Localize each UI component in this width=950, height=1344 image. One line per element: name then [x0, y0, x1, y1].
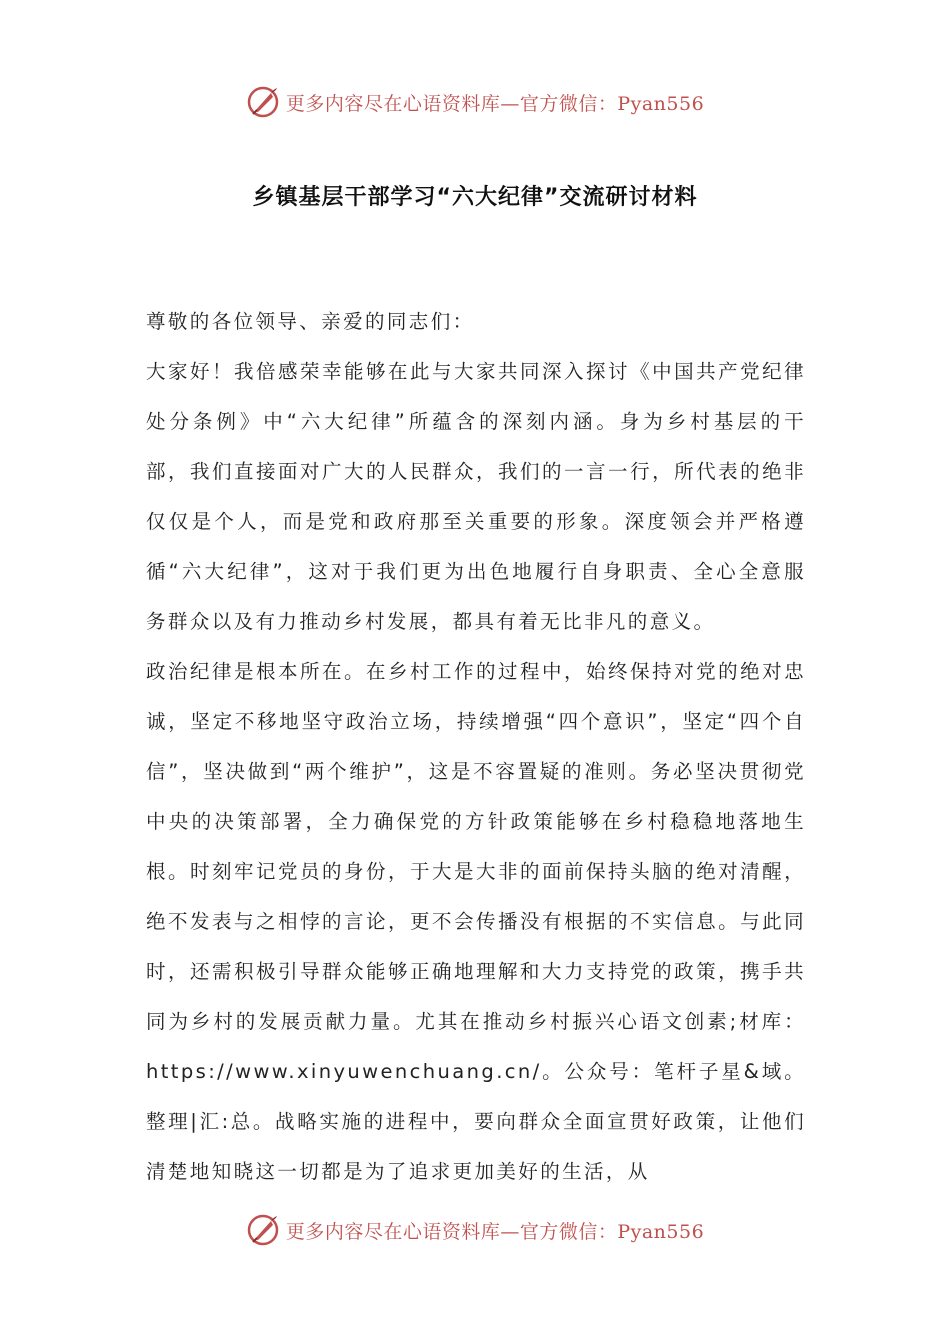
paragraph-political-discipline: 政治纪律是根本所在。在乡村工作的过程中，始终保持对党的绝对忠诚，坚定不移地坚守政治立场，持续增强“四个意识”，坚定“四个自信”，坚决做到“两个维护”，这是不容置疑的准则。务必坚决贯彻党中央的决策部署，全力确保党的方针政策能够在乡村稳稳地落地生根。时刻牢记党员的身份，于大是大非的面前保持头脑的绝对清醒，绝不发表与之相悖的言论，更不会传播没有根据的不实信息。与此同时，还需积极引导群众能够正确地理解和大力支持党的政策，携手共同为乡村的发展贡献力量。尤其在推动乡村振兴心语文创素;材库：https://www.xinyuwenchuang.cn/。公众号：笔杆子星&域。整理|汇:总。战略实施的进程中，要向群众全面宣贯好政策，让他们清楚地知晓这一切都是为了追求更加美好的生活，从 — [146, 660, 806, 1183]
header-banner — [0, 82, 950, 122]
header-banner-text: 更多内容尽在心语资料库—官方微信：Pyan556 — [285, 92, 705, 115]
footer-banner-text: 更多内容尽在心语资料库—官方微信：Pyan556 — [285, 1220, 705, 1243]
document-body — [146, 297, 806, 1197]
paragraph-intro: 大家好！我倍感荣幸能够在此与大家共同深入探讨《中国共产党纪律处分条例》中“六大纪律”所蕴含的深刻内涵。身为乡村基层的干部，我们直接面对广大的人民群众，我们的一言一行，所代表的绝非仅仅是个人，而是党和政府那至关重要的形象。深度领会并严格遵循“六大纪律”，这对于我们更为出色地履行自身职责、全心全意服务群众以及有力推动乡村发展，都具有着无比非凡的意义。 — [146, 360, 806, 633]
footer-banner — [0, 1210, 950, 1250]
salutation: 尊敬的各位领导、亲爱的同志们： — [146, 310, 475, 333]
quill-logo-icon — [246, 85, 280, 119]
quill-logo-icon — [246, 1213, 280, 1247]
document-title: 乡镇基层干部学习“六大纪律”交流研讨材料 — [252, 185, 698, 210]
